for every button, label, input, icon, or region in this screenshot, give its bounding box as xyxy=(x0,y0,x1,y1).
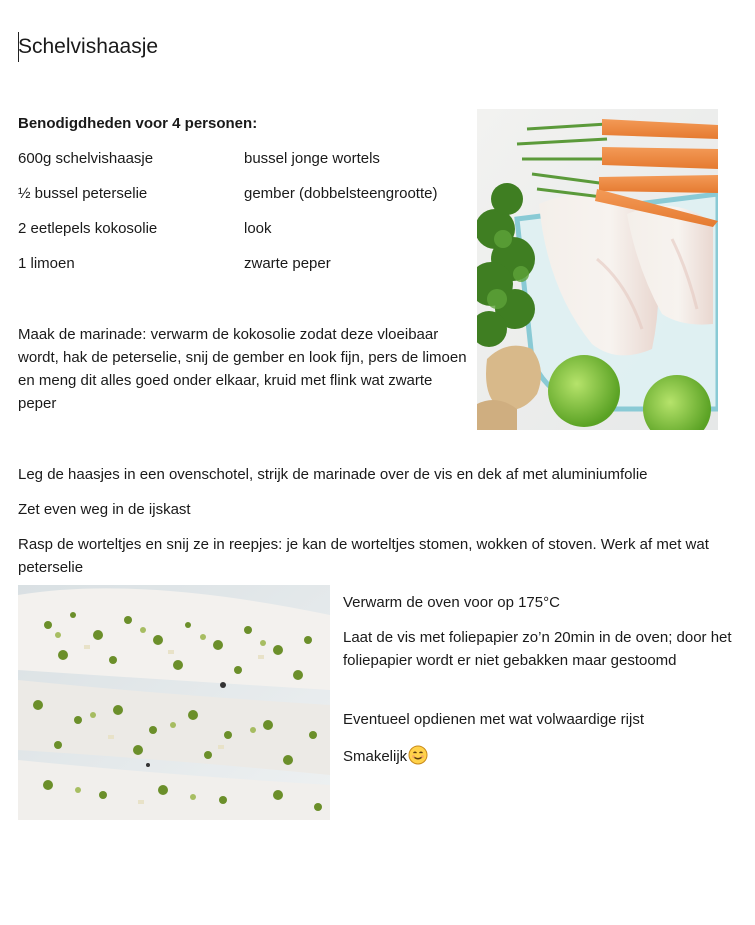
step-oven-dish[interactable]: Leg de haasjes in een ovenschotel, strijk de marinade over de vis en dek af met aluminiumfolie xyxy=(18,466,648,483)
marinated-fish-photo[interactable] xyxy=(18,585,330,820)
step-preheat[interactable]: Verwarm de oven voor op 175°C xyxy=(343,594,560,611)
step-serve[interactable]: Eventueel opdienen met wat volwaardige rijst xyxy=(343,711,645,728)
ingredient-item[interactable]: gember (dobbelsteengrootte) xyxy=(244,185,438,202)
marinade-paragraph[interactable]: Maak de marinade: verwarm de kokosolie zodat deze vloeibaar wordt, hak de peterselie, snij de gember en look fijn, pers de limoen en meng dit alles goed onder elkaar, kruid met flink wat zwarte peper xyxy=(18,326,467,412)
ingredient-item[interactable]: 600g schelvishaasje xyxy=(18,150,154,167)
ingredient-item[interactable]: 2 eetlepels kokosolie xyxy=(18,220,158,237)
step-carrots[interactable]: Rasp de worteltjes en snij ze in reepjes: je kan de worteltjes stomen, wokken of stoven. Werk af met wat peterselie xyxy=(18,536,709,576)
smiley-emoji-icon xyxy=(408,745,428,772)
ingredient-item[interactable]: bussel jonge wortels xyxy=(244,150,380,167)
closing-line[interactable] xyxy=(343,745,733,772)
closing-text: Smakelijk xyxy=(343,748,408,765)
step-fridge[interactable]: Zet even weg in de ijskast xyxy=(18,501,191,518)
ingredient-item[interactable]: zwarte peper xyxy=(244,255,331,272)
ingredient-item[interactable]: look xyxy=(244,220,272,237)
fish-ingredients-photo[interactable] xyxy=(477,109,718,430)
ingredients-heading[interactable]: Benodigdheden voor 4 personen: xyxy=(18,115,258,132)
step-bake[interactable]: Laat de vis met foliepapier zo’n 20min in de oven; door het foliepapier wordt er niet gebakken maar gestoomd xyxy=(343,629,732,669)
ingredient-item[interactable]: ½ bussel peterselie xyxy=(18,185,148,202)
ingredient-item[interactable]: 1 limoen xyxy=(18,255,75,272)
page-title[interactable]: Schelvishaasje xyxy=(18,35,159,58)
